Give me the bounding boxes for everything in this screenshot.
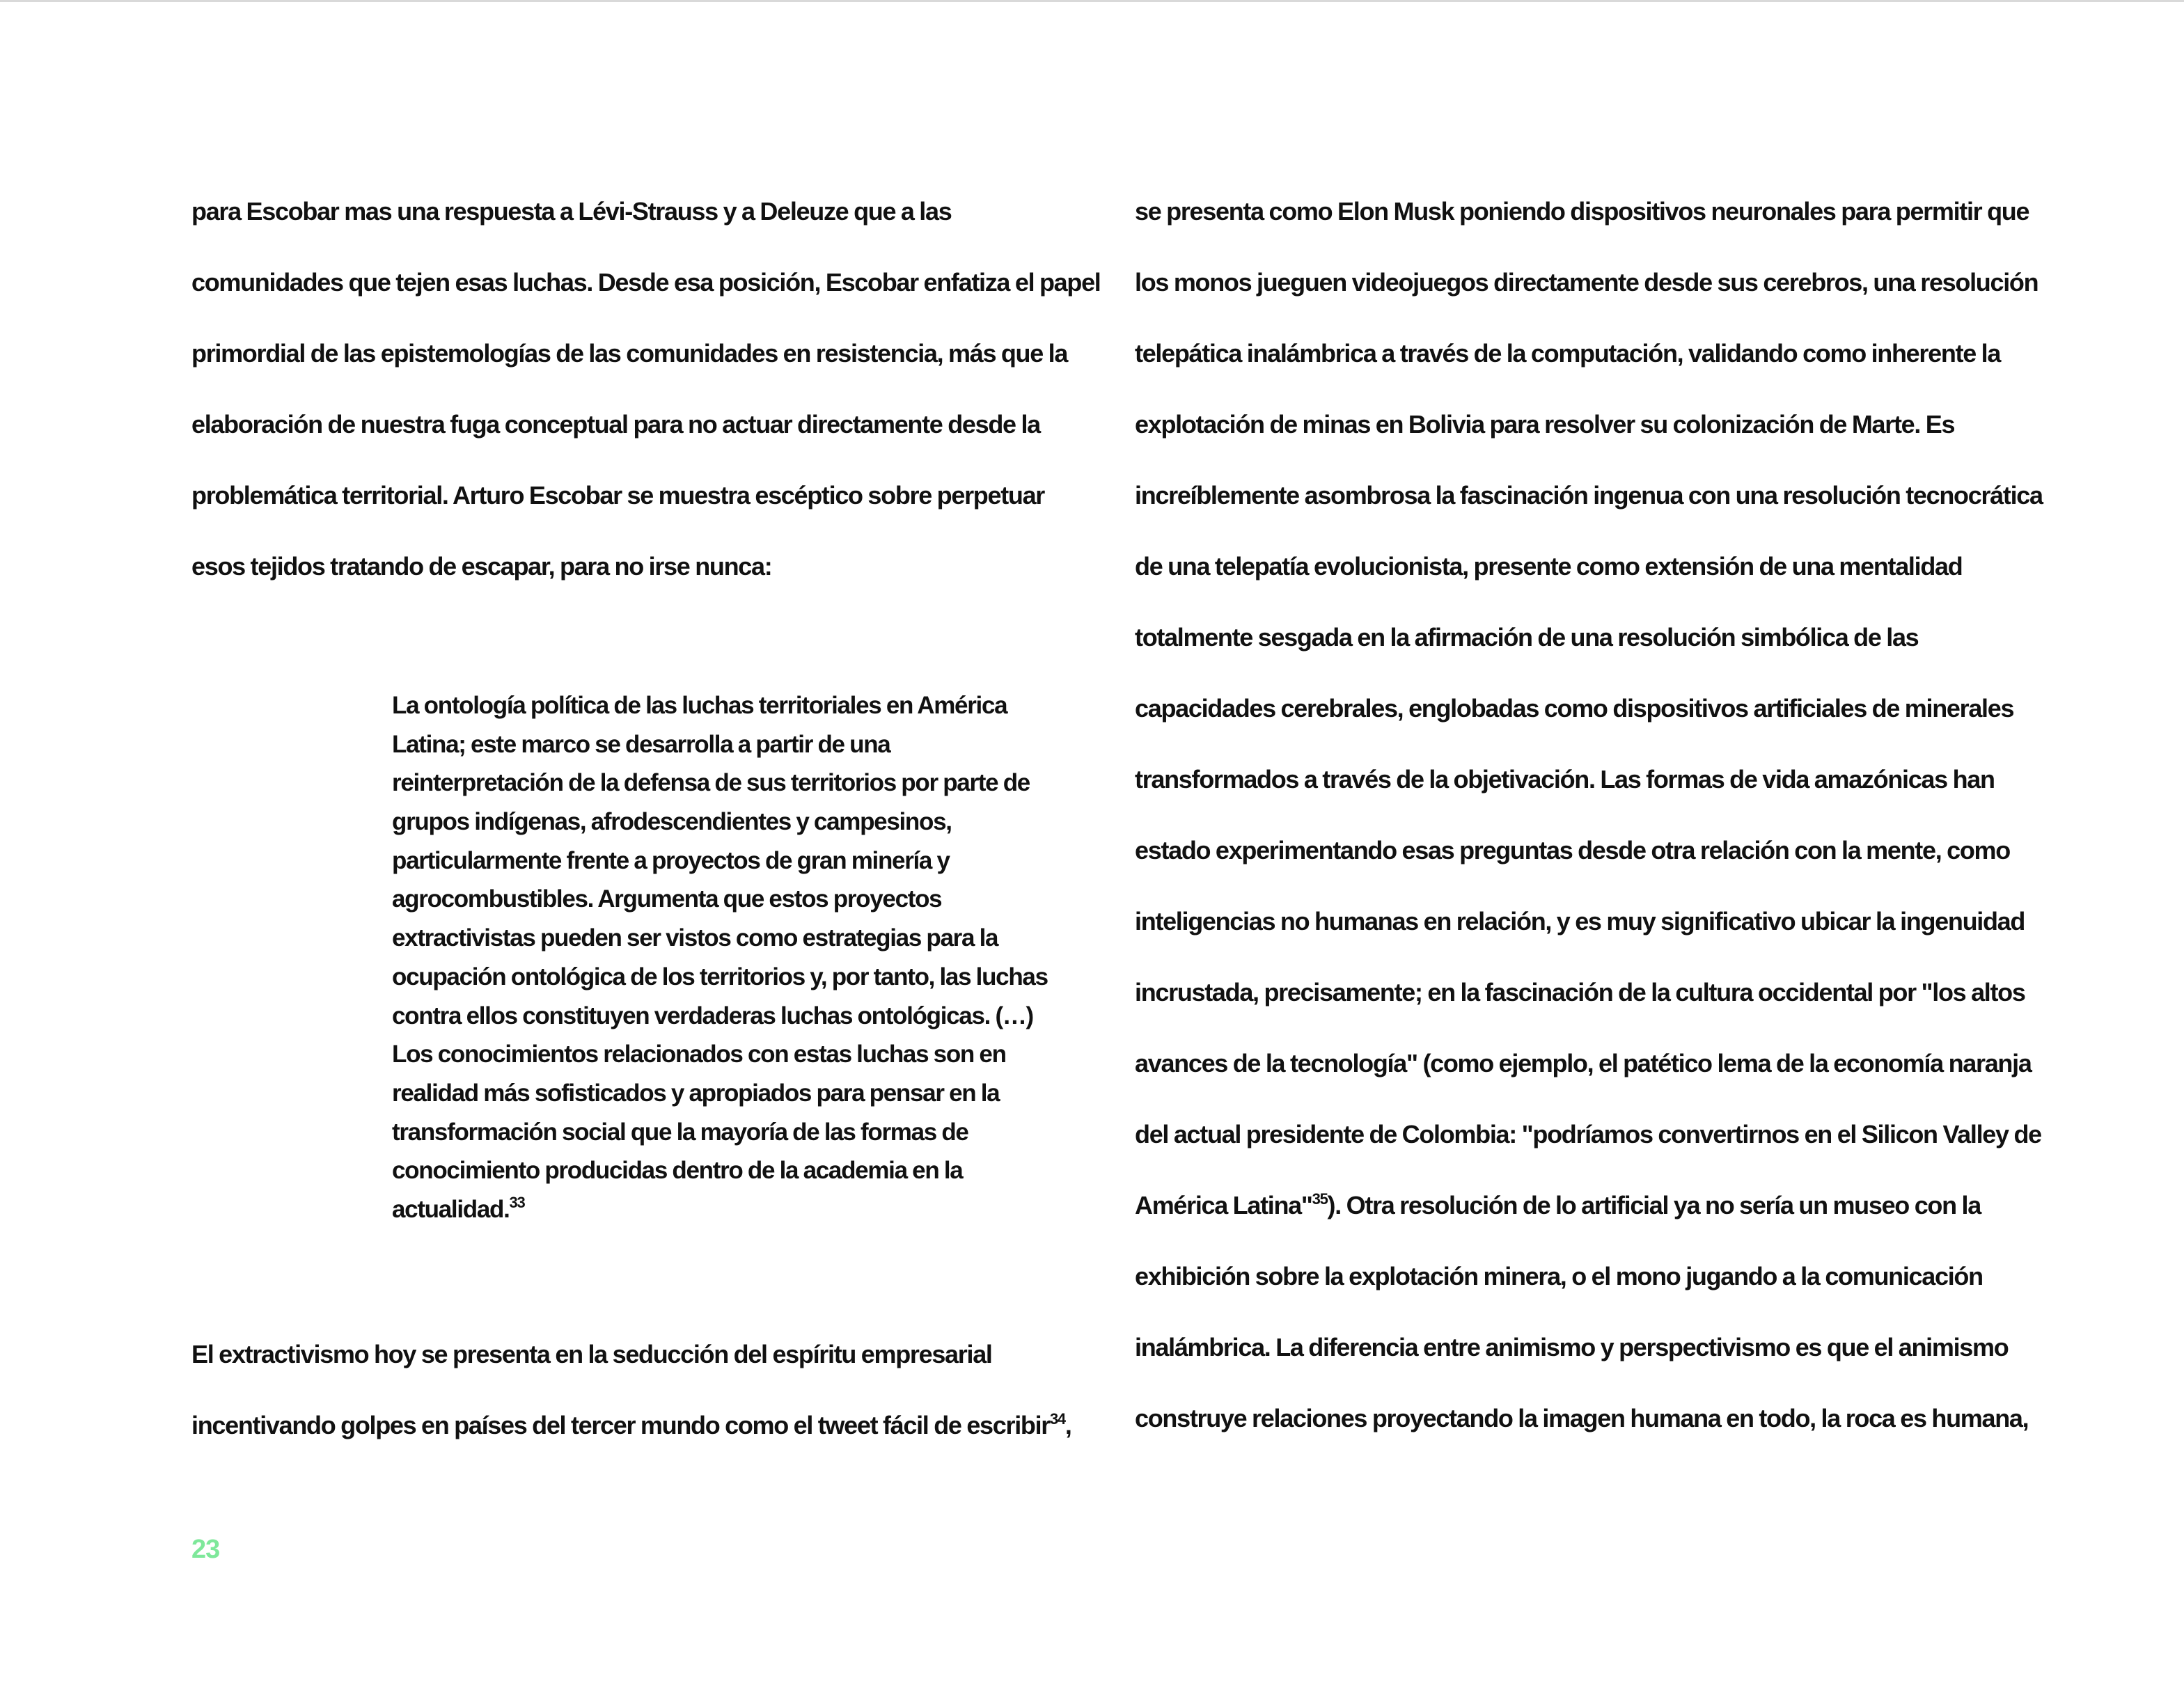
text-line-end: ). Otra resolución de lo artificial ya no sería un museo con la	[1327, 1191, 1981, 1219]
text-line: El extractivismo hoy se presenta en la seducción del espíritu empresarial	[191, 1340, 992, 1368]
quote-line: ocupación ontológica de los territorios y, por tanto, las luchas	[392, 963, 1048, 990]
text-line: telepática inalámbrica a través de la computación, validando como inherente la	[1135, 339, 2001, 368]
text-line: del actual presidente de Colombia: "podríamos convertirnos en el Silicon Valley de	[1135, 1120, 2041, 1148]
text-line: de una telepatía evolucionista, presente como extensión de una mentalidad	[1135, 552, 1963, 581]
quote-line: extractivistas pueden ser vistos como estrategias para la	[392, 924, 998, 952]
text-line: capacidades cerebrales, englobadas como dispositivos artificiales de minerales	[1135, 694, 2014, 722]
quote-line: Los conocimientos relacionados con estas luchas son en	[392, 1041, 1006, 1068]
quote-line: particularmente frente a proyectos de gran minería y	[392, 846, 950, 874]
quote-line: Latina; este marco se desarrolla a partir de una	[392, 730, 890, 758]
quote-line-last	[392, 1190, 1060, 1229]
text-line: primordial de las epistemologías de las comunidades en resistencia, más que la	[191, 339, 1068, 368]
text-line: avances de la tecnología" (como ejemplo, el patético lema de la economía naranja	[1135, 1049, 2032, 1077]
page-number: 23	[191, 1535, 220, 1564]
quote-line: La ontología política de las luchas territoriales en América	[392, 692, 1007, 719]
footnote-ref-35[interactable]: 35	[1312, 1190, 1328, 1208]
block-quote	[392, 686, 1060, 1229]
text-line: para Escobar mas una respuesta a Lévi-Strauss y a Deleuze que a las	[191, 197, 952, 226]
left-column-paragraph	[191, 187, 1101, 613]
top-border	[0, 0, 2184, 2]
text-line: se presenta como Elon Musk poniendo dispositivos neuronales para permitir que	[1135, 197, 2029, 226]
right-column-paragraph	[1135, 187, 2043, 1464]
footnote-ref-34[interactable]: 34	[1050, 1410, 1065, 1428]
text-line: estado experimentando esas preguntas desde otra relación con la mente, como	[1135, 836, 2010, 864]
text-line-footnote	[191, 1400, 1071, 1471]
text-line-content: incentivando golpes en países del tercer mundo como el tweet fácil de escribir	[191, 1411, 1050, 1439]
text-line: exhibición sobre la explotación minera, o el mono jugando a la comunicación	[1135, 1262, 1983, 1290]
quote-line: reinterpretación de la defensa de sus territorios por parte de	[392, 769, 1030, 797]
text-line-end: ,	[1064, 1411, 1071, 1439]
text-line: comunidades que tejen esas luchas. Desde esa posición, Escobar enfatiza el papel	[191, 268, 1101, 297]
quote-last-text: actualidad.	[392, 1195, 510, 1223]
text-line: construye relaciones proyectando la imagen humana en todo, la roca es humana,	[1135, 1404, 2029, 1432]
quote-line: agrocombustibles. Argumenta que estos proyectos	[392, 885, 942, 913]
quote-line: transformación social que la mayoría de las formas de	[392, 1118, 968, 1146]
footnote-ref-33[interactable]: 33	[509, 1193, 525, 1211]
text-line-start: América Latina"	[1135, 1191, 1312, 1219]
text-line: totalmente sesgada en la afirmación de una resolución simbólica de las	[1135, 623, 1919, 651]
text-line: inteligencias no humanas en relación, y es muy significativo ubicar la ingenuidad	[1135, 907, 2025, 935]
left-column-after-quote	[191, 1329, 1071, 1471]
text-line: explotación de minas en Bolivia para resolver su colonización de Marte. Es	[1135, 410, 1955, 439]
text-line: inalámbrica. La diferencia entre animismo y perspectivismo es que el animismo	[1135, 1333, 2009, 1361]
quote-line: realidad más sofisticados y apropiados para pensar en la	[392, 1079, 1000, 1107]
text-line: los monos jueguen videojuegos directamente desde sus cerebros, una resolución	[1135, 268, 2038, 297]
quote-line: grupos indígenas, afrodescendientes y campesinos,	[392, 808, 952, 836]
text-line: transformados a través de la objetivación. Las formas de vida amazónicas han	[1135, 765, 1995, 793]
text-line: esos tejidos tratando de escapar, para no irse nunca:	[191, 552, 772, 581]
text-line: problemática territorial. Arturo Escobar se muestra escéptico sobre perpetuar	[191, 481, 1045, 510]
text-line: elaboración de nuestra fuga conceptual para no actuar directamente desde la	[191, 410, 1040, 439]
text-line: increíblemente asombrosa la fascinación ingenua con una resolución tecnocrática	[1135, 481, 2043, 510]
text-line-footnote	[1135, 1180, 2002, 1251]
text-line: incrustada, precisamente; en la fascinación de la cultura occidental por "los altos	[1135, 978, 2025, 1006]
quote-line: contra ellos constituyen verdaderas luchas ontológicas. (…)	[392, 1002, 1033, 1029]
quote-line: conocimiento producidas dentro de la academia en la	[392, 1157, 963, 1185]
